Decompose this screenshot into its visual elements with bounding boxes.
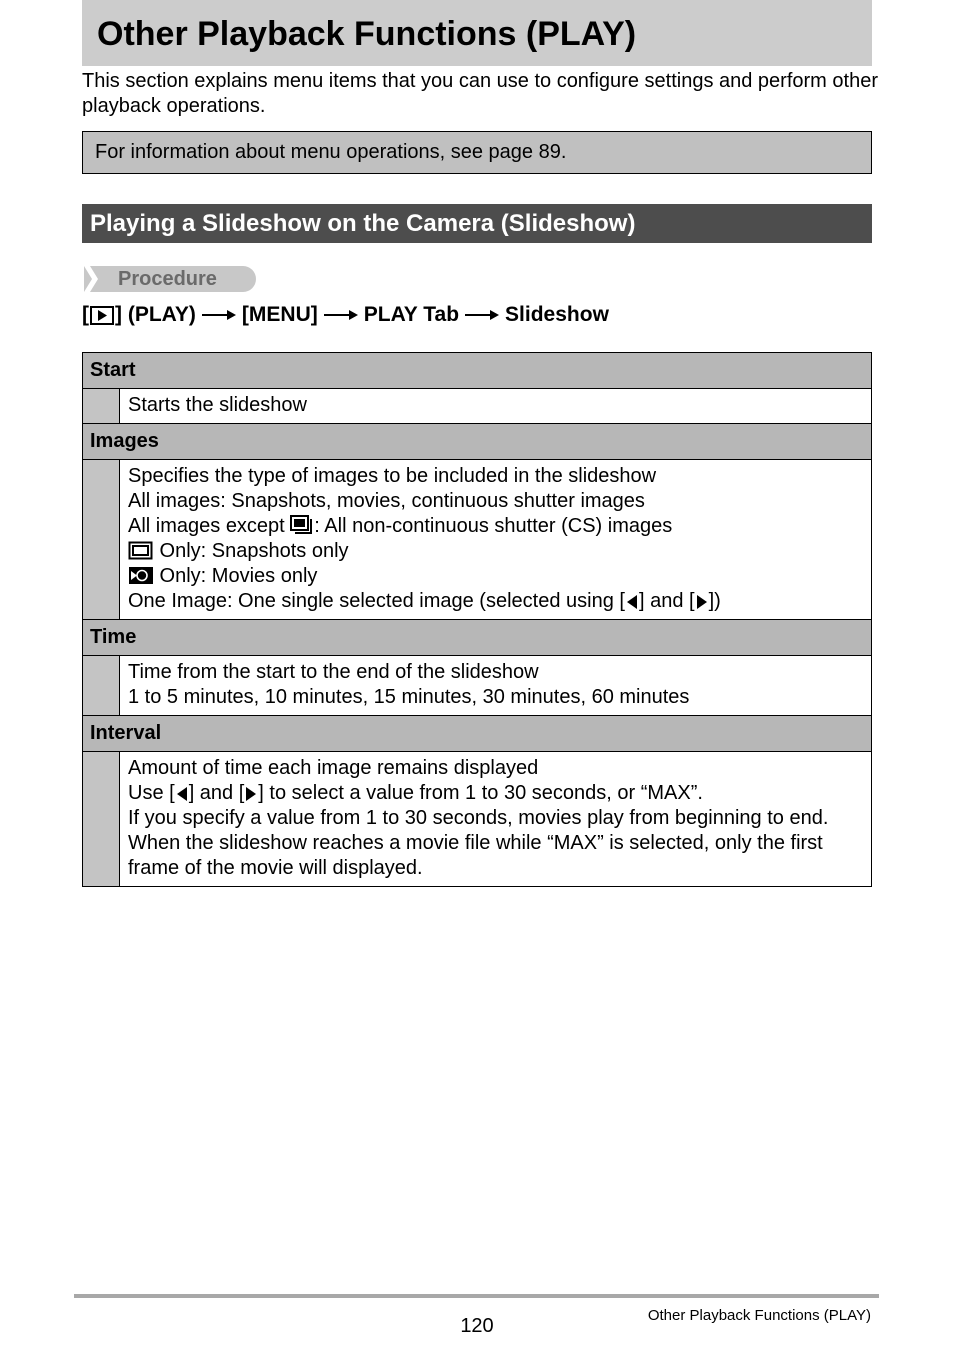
table-row xyxy=(83,353,872,389)
note-box xyxy=(82,131,872,174)
table-row xyxy=(83,656,872,716)
play-button-icon xyxy=(90,306,114,325)
right-arrow-icon xyxy=(244,786,258,802)
line-text: All images except xyxy=(128,515,291,537)
description-line xyxy=(128,514,863,539)
section-title: Playing a Slideshow on the Camera (Slideshow) xyxy=(90,210,636,237)
line-text: : All non-continuous shutter (CS) images xyxy=(314,515,673,537)
title-bar xyxy=(82,0,872,66)
description-line xyxy=(128,564,863,589)
arrow-right-icon xyxy=(201,309,237,321)
procedure-badge xyxy=(84,266,256,292)
line-text: ]) xyxy=(708,590,721,612)
table-row xyxy=(83,716,872,752)
path-tab: PLAY Tab xyxy=(363,303,460,326)
snapshot-icon xyxy=(128,541,154,560)
line-text: Use [ xyxy=(128,782,175,804)
line-text: ] to select a value from 1 to 30 seconds, or “MAX”. xyxy=(258,782,703,804)
line-text: Only: Movies only xyxy=(154,565,318,587)
page-title: Other Playback Functions (PLAY) xyxy=(97,15,637,53)
line-text: ] and [ xyxy=(638,590,695,612)
setting-heading-images: Images xyxy=(83,424,872,460)
description-line: Specifies the type of images to be included in the slideshow xyxy=(128,465,657,487)
description-line: If you specify a value from 1 to 30 seconds, movies play from beginning to end. xyxy=(128,807,829,829)
path-play: ] (PLAY) xyxy=(115,303,196,326)
description-line: frame of the movie will displayed. xyxy=(128,857,423,879)
left-arrow-icon xyxy=(625,594,639,610)
description-line: Amount of time each image remains displayed xyxy=(128,757,539,779)
footer-rule xyxy=(74,1294,879,1298)
intro-text: This section explains menu items that you can use to configure settings and perform other playback operations. xyxy=(82,70,878,117)
description-line xyxy=(128,539,863,564)
note-text: For information about menu operations, see page 89. xyxy=(95,141,567,163)
description-line xyxy=(128,589,863,614)
table-row xyxy=(83,620,872,656)
line-text: ] and [ xyxy=(188,782,245,804)
continuous-shutter-icon xyxy=(290,515,314,535)
path-item: Slideshow xyxy=(505,303,609,326)
right-arrow-icon xyxy=(695,594,709,610)
description-line: Time from the start to the end of the slideshow xyxy=(128,661,539,683)
table-row xyxy=(83,389,872,424)
setting-description-start xyxy=(120,389,872,424)
description-line: 1 to 5 minutes, 10 minutes, 15 minutes, 30 minutes, 60 minutes xyxy=(128,686,690,708)
table-row xyxy=(83,424,872,460)
movie-icon xyxy=(128,566,154,585)
indent-cell xyxy=(83,656,120,716)
setting-description-time xyxy=(120,656,872,716)
indent-cell xyxy=(83,752,120,887)
setting-heading-time: Time xyxy=(83,620,872,656)
indent-cell xyxy=(83,460,120,620)
table-row xyxy=(83,460,872,620)
setting-description-images xyxy=(120,460,872,620)
line-text: One Image: One single selected image (selected using [ xyxy=(128,590,625,612)
procedure-label: Procedure xyxy=(118,268,217,290)
arrow-right-icon xyxy=(464,309,500,321)
description-line xyxy=(128,781,863,806)
description-line: All images: Snapshots, movies, continuous shutter images xyxy=(128,490,645,512)
setting-heading-interval: Interval xyxy=(83,716,872,752)
setting-heading-start: Start xyxy=(83,353,872,389)
procedure-chevron-icon xyxy=(84,266,102,292)
menu-path xyxy=(82,301,609,329)
section-bar xyxy=(82,204,872,243)
arrow-right-icon xyxy=(323,309,359,321)
indent-cell xyxy=(83,389,120,424)
path-open-bracket: [ xyxy=(82,303,89,326)
description-line: Starts the slideshow xyxy=(128,394,307,416)
footer-section-title: Other Playback Functions (PLAY) xyxy=(647,1307,871,1324)
line-text: Only: Snapshots only xyxy=(154,540,349,562)
path-menu: [MENU] xyxy=(241,303,318,326)
page-number: 120 xyxy=(460,1315,494,1337)
description-line: When the slideshow reaches a movie file while “MAX” is selected, only the first xyxy=(128,832,823,854)
table-row xyxy=(83,752,872,887)
left-arrow-icon xyxy=(175,786,189,802)
settings-table xyxy=(82,352,872,887)
setting-description-interval xyxy=(120,752,872,887)
